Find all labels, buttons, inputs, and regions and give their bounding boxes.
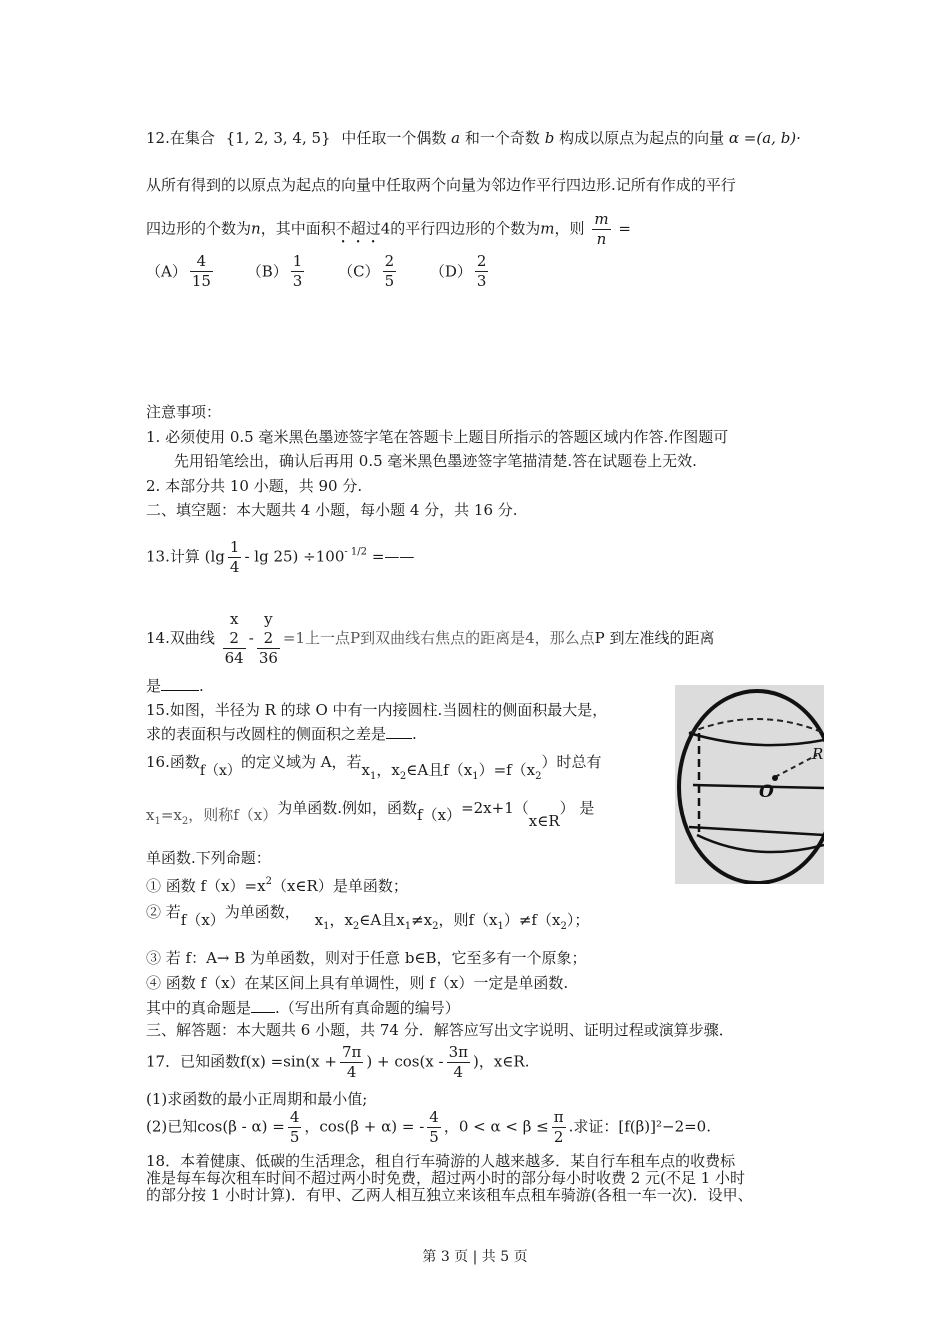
q13-answer-blank: —— — [384, 547, 415, 566]
q12-emphasis: 不超过 — [335, 219, 381, 238]
q14-frac-x: x 2 64 — [224, 610, 244, 667]
q13 — [146, 538, 414, 577]
q12-text: ，则 — [554, 219, 585, 238]
q12-line3 — [146, 210, 631, 249]
q12-var-n: n — [251, 219, 261, 238]
q13-exponent: - 1/2 — [344, 546, 368, 558]
q14-text: P 到左准线的距离 — [594, 629, 715, 647]
q14-text: =1上一点P到双曲线右焦点的距离是4，那么点 — [282, 629, 595, 647]
q12-option-a: （A） $\frac{4}{15}$ — [146, 252, 211, 290]
q13-fraction: $\frac{1}{4}$ — [229, 538, 240, 576]
q16-claim2: ② 若f（x）为单函数， $x_1$，$x_2\in A$且$x_1\ne x_2$，则$f(x_1)\ne f(x_2)$； — [146, 903, 590, 932]
q12-text: 4 — [380, 219, 391, 238]
q13-expr: (lg — [204, 547, 225, 566]
q12-var-m: m — [540, 219, 555, 238]
notes-item1b: 先用铅笔绘出，确认后再用 0.5 毫米黑色墨迹签字笔描清楚.答在试题卷上无效. — [174, 452, 697, 470]
figure-label-o: O — [759, 782, 774, 802]
q12-text: 和一个奇数 — [464, 129, 540, 147]
q13-eq: = — [371, 547, 385, 566]
q14-minus: - — [248, 629, 254, 647]
q17-part1: (1)求函数的最小正周期和最小值; — [146, 1090, 368, 1108]
q18-line3: 的部分按 1 小时计算)．有甲、乙两人相互独立来该租车点租车骑游(各租一车一次)．设甲、 — [146, 1186, 753, 1204]
q12-text: 中任取一个偶数 — [341, 129, 447, 147]
q15-line2: 求的表面积与改圆柱的侧面积之差是 . — [146, 725, 417, 743]
q16-answer: 其中的真命题是 .（写出所有真命题的编号） — [146, 999, 460, 1017]
q16-line1: 16.函数f（x）的定义域为 A，若$x_1$，$x_2\in A$且$f(x_1)=f(x_2)$时总有 — [146, 753, 602, 782]
sphere-cylinder-figure — [675, 685, 824, 884]
q12-line2: 从所有得到的以原点为起点的向量中任取两个向量为邻边作平行四边形.记所有作成的平行 — [146, 176, 736, 194]
section2-heading: 二、填空题：本大题共 4 小题，每小题 4 分，共 16 分. — [146, 501, 518, 519]
notes-title: 注意事项： — [146, 403, 222, 421]
q12-text: ，其中面积 — [260, 219, 336, 238]
q12-eq: = — [618, 219, 631, 238]
q12-fraction: $\frac{m}{n}$ — [594, 210, 609, 248]
q12-option-b: （B） $\frac{1}{3}$ — [246, 252, 303, 290]
q16-claim4: ④ 函数 f（x）在某区间上具有单调性，则 f（x）一定是单函数. — [146, 974, 569, 992]
q12-option-d: （D） $\frac{2}{3}$ — [429, 252, 487, 290]
figure-label-r: R — [812, 745, 824, 763]
section3-heading: 三、解答题：本大题共 6 小题，共 74 分．解答应写出文字说明、证明过程或演算步骤． — [146, 1021, 734, 1039]
q16-claim3: ③ 若 f：A→ B 为单函数，则对于任意 b∈B，它至多有一个原象； — [146, 949, 587, 967]
q12-text: 构成以原点为起点的向量 — [559, 129, 725, 147]
q12-prefix: 12.在集合 — [146, 129, 215, 147]
q12-vector: α =(a, b)· — [728, 129, 801, 147]
q14-answer-blank — [161, 678, 199, 691]
q12-options — [146, 252, 517, 291]
q14-frac-y: y 2 36 — [258, 610, 278, 667]
q16-line2: $x_1=x_2$，则称f（x）为单函数.例如，函数f（x）=2x+1（x∈R） 是 — [146, 799, 595, 830]
q12-option-c: （C） $\frac{2}{5}$ — [338, 252, 395, 290]
q14 — [146, 610, 715, 668]
page-footer: 第 3 页 | 共 5 页 — [422, 1249, 528, 1265]
q13-expr: - lg 25) ÷100 — [244, 547, 345, 566]
q17-part2: (2)已知cos(β - α) = $\frac{4}{5}$ ，cos(β + α) = - $\frac{4}{5}$ ，0 < α < β ≤ $\frac{\pi}{2}$ .求证：[f(β)]²−2=0. — [146, 1108, 711, 1146]
q13-prefix: 13.计算 — [146, 547, 200, 566]
q16-line3: 单函数.下列命题： — [146, 849, 271, 867]
q18-line2: 准是每车每次租车时间不超过两小时免费，超过两小时的部分每小时收费 2 元(不足 1 小时 — [146, 1169, 746, 1187]
notes-item1a: 1. 必须使用 0.5 毫米黑色墨迹签字笔在答题卡上题目所指示的答题区域内作答.作图题可 — [146, 428, 729, 446]
q16-answer-blank — [251, 1000, 275, 1013]
q16-claim1: ① 函数 $f(x)=x^2(x\in R)$是单函数； — [146, 876, 408, 895]
q12-var-a: a — [451, 129, 461, 147]
q12-text: 四边形的个数为 — [146, 219, 252, 238]
q15-answer-blank — [386, 726, 412, 739]
q17-line1: 17．已知函数f(x) =sin(x + $\frac{7\pi}{4}$ ) + cos(x - $\frac{3\pi}{4}$ )，x∈R. — [146, 1043, 530, 1081]
q18-line1: 18．本着健康、低碳的生活理念，租自行车骑游的人越来越多．某自行车租车点的收费标 — [146, 1152, 736, 1170]
notes-item2: 2. 本部分共 10 小题，共 90 分. — [146, 477, 363, 495]
q12-var-b: b — [544, 129, 555, 147]
q12-text: 的平行四边形的个数为 — [390, 219, 541, 238]
q14-line2: 是 . — [146, 677, 204, 695]
q14-prefix: 14.双曲线 — [146, 629, 215, 647]
q12-line1 — [146, 128, 801, 148]
q12-set: {1, 2, 3, 4, 5} — [225, 129, 331, 147]
q15-line1: 15.如图，半径为 R 的球 O 中有一内接圆柱.当圆柱的侧面积最大是， — [146, 701, 608, 719]
